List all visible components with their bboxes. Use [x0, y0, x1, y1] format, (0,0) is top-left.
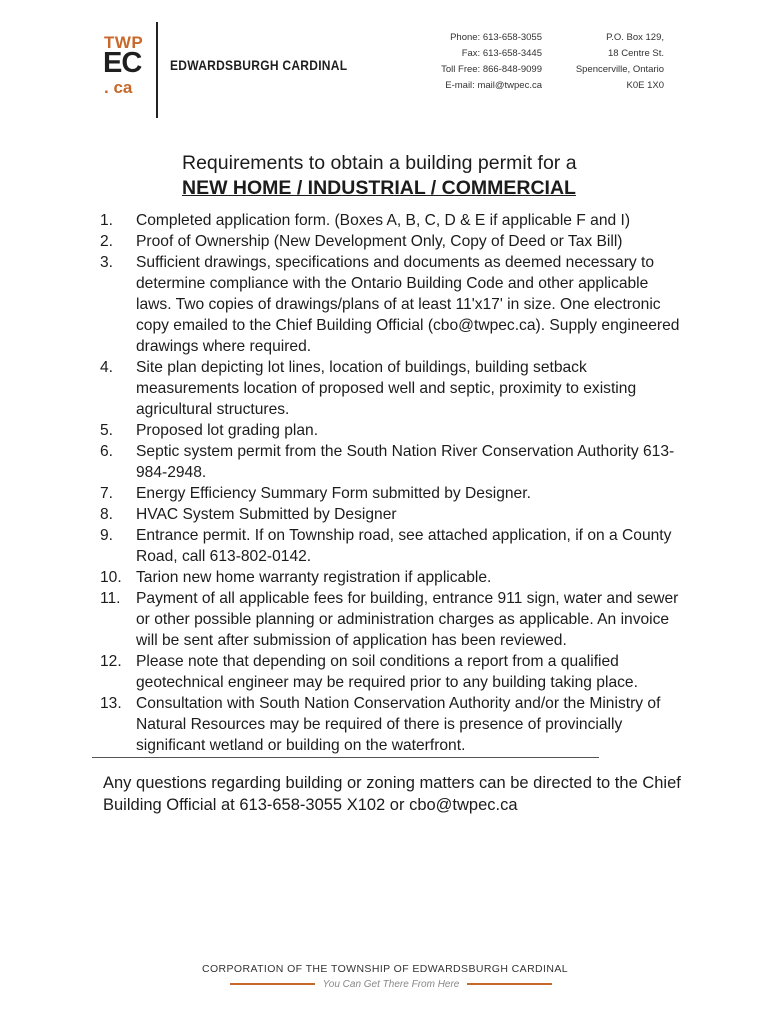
requirement-number: 2. — [100, 233, 114, 250]
requirement-text: Site plan depicting lot lines, location of buildings, building setback measurements location of proposed well and septic, proximity to existing agricultural structures. — [136, 359, 637, 418]
requirement-item — [100, 441, 680, 483]
contact-note: Any questions regarding building or zoning matters can be directed to the Chief Building Official at 613-658-3055 X102 or cbo@twpec.ca — [103, 774, 681, 814]
organization-name: EDWARDSBURGH CARDINAL — [170, 57, 348, 73]
address-block — [560, 30, 664, 94]
requirement-number: 5. — [100, 422, 114, 439]
logo-twp-text: TWP — [104, 33, 144, 52]
requirement-text: Septic system permit from the South Nation River Conservation Authority 613-984-2948. — [136, 443, 675, 481]
requirement-item — [100, 504, 680, 525]
section-divider — [92, 757, 599, 758]
logo-ca-text: . ca — [104, 78, 133, 97]
logo-divider — [156, 22, 158, 118]
requirement-text: Please note that depending on soil conditions a report from a qualified geotechnical engineer may be required prior to any building taking place. — [136, 653, 638, 691]
requirement-text: HVAC System Submitted by Designer — [136, 506, 397, 523]
requirement-text: Consultation with South Nation Conservation Authority and/or the Ministry of Natural Resources may be required of there is presence of provincially significant wetland or building on the waterfront. — [136, 695, 661, 754]
requirement-text: Entrance permit. If on Township road, see attached application, if on a County Road, call 613-802-0142. — [136, 527, 672, 565]
requirement-text: Payment of all applicable fees for building, entrance 911 sign, water and sewer or other possible planning or administration charges as applicable. An invoice will be sent after submission of application has been reviewed. — [136, 590, 679, 649]
requirement-item — [100, 525, 680, 567]
slogan-rule-right — [467, 983, 552, 985]
requirement-text: Proof of Ownership (New Development Only, Copy of Deed or Tax Bill) — [136, 233, 623, 250]
document-subtitle: NEW HOME / INDUSTRIAL / COMMERCIAL — [182, 177, 576, 199]
requirement-item — [100, 483, 680, 504]
address-line: K0E 1X0 — [626, 80, 664, 91]
email-line: E-mail: mail@twpec.ca — [445, 80, 542, 91]
address-line: Spencerville, Ontario — [575, 64, 664, 75]
requirement-number: 8. — [100, 506, 114, 523]
fax-line: Fax: 613-658-3445 — [461, 48, 542, 59]
contact-block — [380, 30, 542, 94]
requirement-text: Proposed lot grading plan. — [136, 422, 319, 439]
requirement-item — [100, 252, 680, 357]
address-line: 18 Centre St. — [608, 48, 664, 59]
requirement-number: 3. — [100, 254, 114, 271]
phone-line: Phone: 613-658-3055 — [450, 32, 542, 43]
requirement-number: 9. — [100, 527, 114, 544]
requirement-number: 11. — [100, 590, 121, 607]
requirement-number: 7. — [100, 485, 114, 502]
requirement-item — [100, 231, 680, 252]
requirement-item — [100, 651, 680, 693]
requirement-text: Completed application form. (Boxes A, B, C, D & E if applicable F and I) — [136, 212, 631, 229]
corporation-name: CORPORATION OF THE TOWNSHIP OF EDWARDSBURGH CARDINAL — [202, 963, 568, 975]
requirement-number: 10. — [100, 569, 122, 586]
requirements-list — [100, 210, 680, 756]
requirement-text: Sufficient drawings, specifications and documents as deemed necessary to determine compliance with the Ontario Building Code and other applicable laws. Two copies of drawings/plans of at least 11'x17' in size. One electronic copy emailed to the Chief Building Official (cbo@twpec.ca). Supply engineered drawings where required. — [136, 254, 680, 355]
requirement-item — [100, 693, 680, 756]
requirement-item — [100, 420, 680, 441]
requirement-item — [100, 357, 680, 420]
logo-ec-text: EC — [103, 47, 142, 79]
address-line: P.O. Box 129, — [606, 32, 664, 43]
requirement-text: Energy Efficiency Summary Form submitted by Designer. — [136, 485, 531, 502]
requirement-item — [100, 567, 680, 588]
slogan-rule-left — [230, 983, 315, 985]
requirement-number: 4. — [100, 359, 114, 376]
slogan-row — [230, 977, 552, 991]
requirement-text: Tarion new home warranty registration if applicable. — [136, 569, 492, 586]
requirement-number: 12. — [100, 653, 122, 670]
document-title: Requirements to obtain a building permit for a — [182, 152, 577, 174]
requirement-number: 1. — [100, 212, 114, 229]
requirement-number: 6. — [100, 443, 114, 460]
requirement-item — [100, 588, 680, 651]
slogan-text: You Can Get There From Here — [322, 978, 460, 990]
requirement-item — [100, 210, 680, 231]
requirement-number: 13. — [100, 695, 122, 712]
toll-free-line: Toll Free: 866-848-9099 — [441, 64, 542, 75]
